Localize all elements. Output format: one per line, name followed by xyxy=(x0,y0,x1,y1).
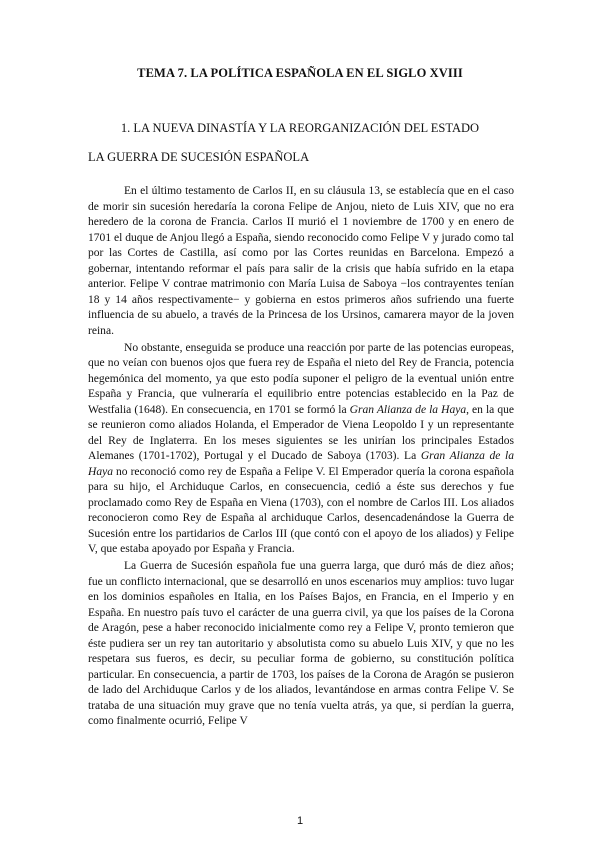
page-number: 1 xyxy=(296,815,304,827)
paragraph-1 xyxy=(88,184,514,339)
gran-alianza-term: Gran Alianza de la Haya xyxy=(88,450,514,478)
paragraph-3-text: La Guerra de Sucesión española fue una guerra larga, que duró más de diez años; fue un conflicto internacional, que se desarrolló en unos escenarios muy amplios: tuvo lugar en los dominios españoles en Italia, en los Países Bajos, en Francia, en el Imperio y en España. En nuestro país tuvo el carácter de una guerra civil, ya que los países de la Corona de Aragón, pese a haber reconocido inicialmente como rey a Felipe V, pronto temieron que éste pudiera ser un rey tan autoritario y absolutista como su abuelo Luis XIV, y que no les respetara sus fueros, es decir, su peculiar forma de gobierno, su constitución política particular. En consecuencia, a partir de 1703, los países de la Corona de Aragón se pusieron de lado del Archiduque Carlos y de los aliados, levantándose en armas contra Felipe V. Se trataba de una situación muy grave que no tenía vuelta atrás, ya que, si perdían la guerra, como finalmente ocurrió, Felipe V xyxy=(88,560,514,727)
gran-alianza-term: Gran Alianza de la Haya xyxy=(349,403,467,416)
subsection-heading: LA GUERRA DE SUCESIÓN ESPAÑOLA xyxy=(88,150,310,164)
paragraph-1-text: En el último testamento de Carlos II, en su cláusula 13, se establecía que en el caso de morir sin sucesión heredaría la corona Felipe de Anjou, nieto de Luis XIV, que no era heredero de la corona de Francia. Carlos II murió el 1 noviembre de 1700 y en enero de 1701 el duque de Anjou llegó a España, siendo reconocido como Felipe V y jurado como tal por las Cortes de Castilla, así como por las Cortes reunidas en Barcelona. Empezó a gobernar, intentando reformar el país para salir de la crisis que había sufrido en la etapa anterior. Felipe V contrae matrimonio con María Luisa de Saboya −los contrayentes tenían 18 y 14 años respectivamente− y gobierna en estos primeros años sufriendo una fuerte influencia de su abuelo, a través de la Princesa de los Ursinos, camarera mayor de la joven reina. xyxy=(88,185,514,337)
paragraph-3 xyxy=(88,559,514,730)
section-heading: 1. LA NUEVA DINASTÍA Y LA REORGANIZACIÓN DEL ESTADO xyxy=(120,121,480,135)
paragraph-2 xyxy=(88,341,514,558)
paragraph-2-text-a: No obstante, enseguida se produce una reacción por parte de las potencias europeas, que no veían con buenos ojos que fuera rey de España el nieto del Rey de Francia, potencia hegemónica del momento, ya que esto podía suponer el peligro de la eventual unión entre España y Francia, que vulneraría el equilibrio entre potencias establecido en la Paz de Westfalia (1648). En consecuencia, en 1701 se formó la xyxy=(88,341,514,416)
document-title: TEMA 7. LA POLÍTICA ESPAÑOLA EN EL SIGLO XVIII xyxy=(137,66,463,80)
paragraph-2-text-b: , en la que se reunieron como aliados Holanda, el Emperador de Viena Leopoldo I y un representante del Rey de Inglaterra. En los meses siguientes se les unirían los principales Estados Alemanes (1701-1702), Portugal y el Ducado de Saboya (1703). La xyxy=(88,403,514,462)
paragraph-2-text-c: no reconoció como rey de España a Felipe V. El Emperador quería la corona española para su hijo, el Archiduque Carlos, en consecuencia, cedió a éste sus derechos y fue proclamado como Rey de España en Viena (1703), con el nombre de Carlos III. Los aliados reconocieron como Rey de España al archiduque Carlos, desencadenándose la Guerra de Sucesión entre los partidarios de Carlos III (que contó con el apoyo de los aliados) y Felipe V, que estaba apoyado por España y Francia. xyxy=(88,465,514,555)
body-text xyxy=(88,184,514,731)
